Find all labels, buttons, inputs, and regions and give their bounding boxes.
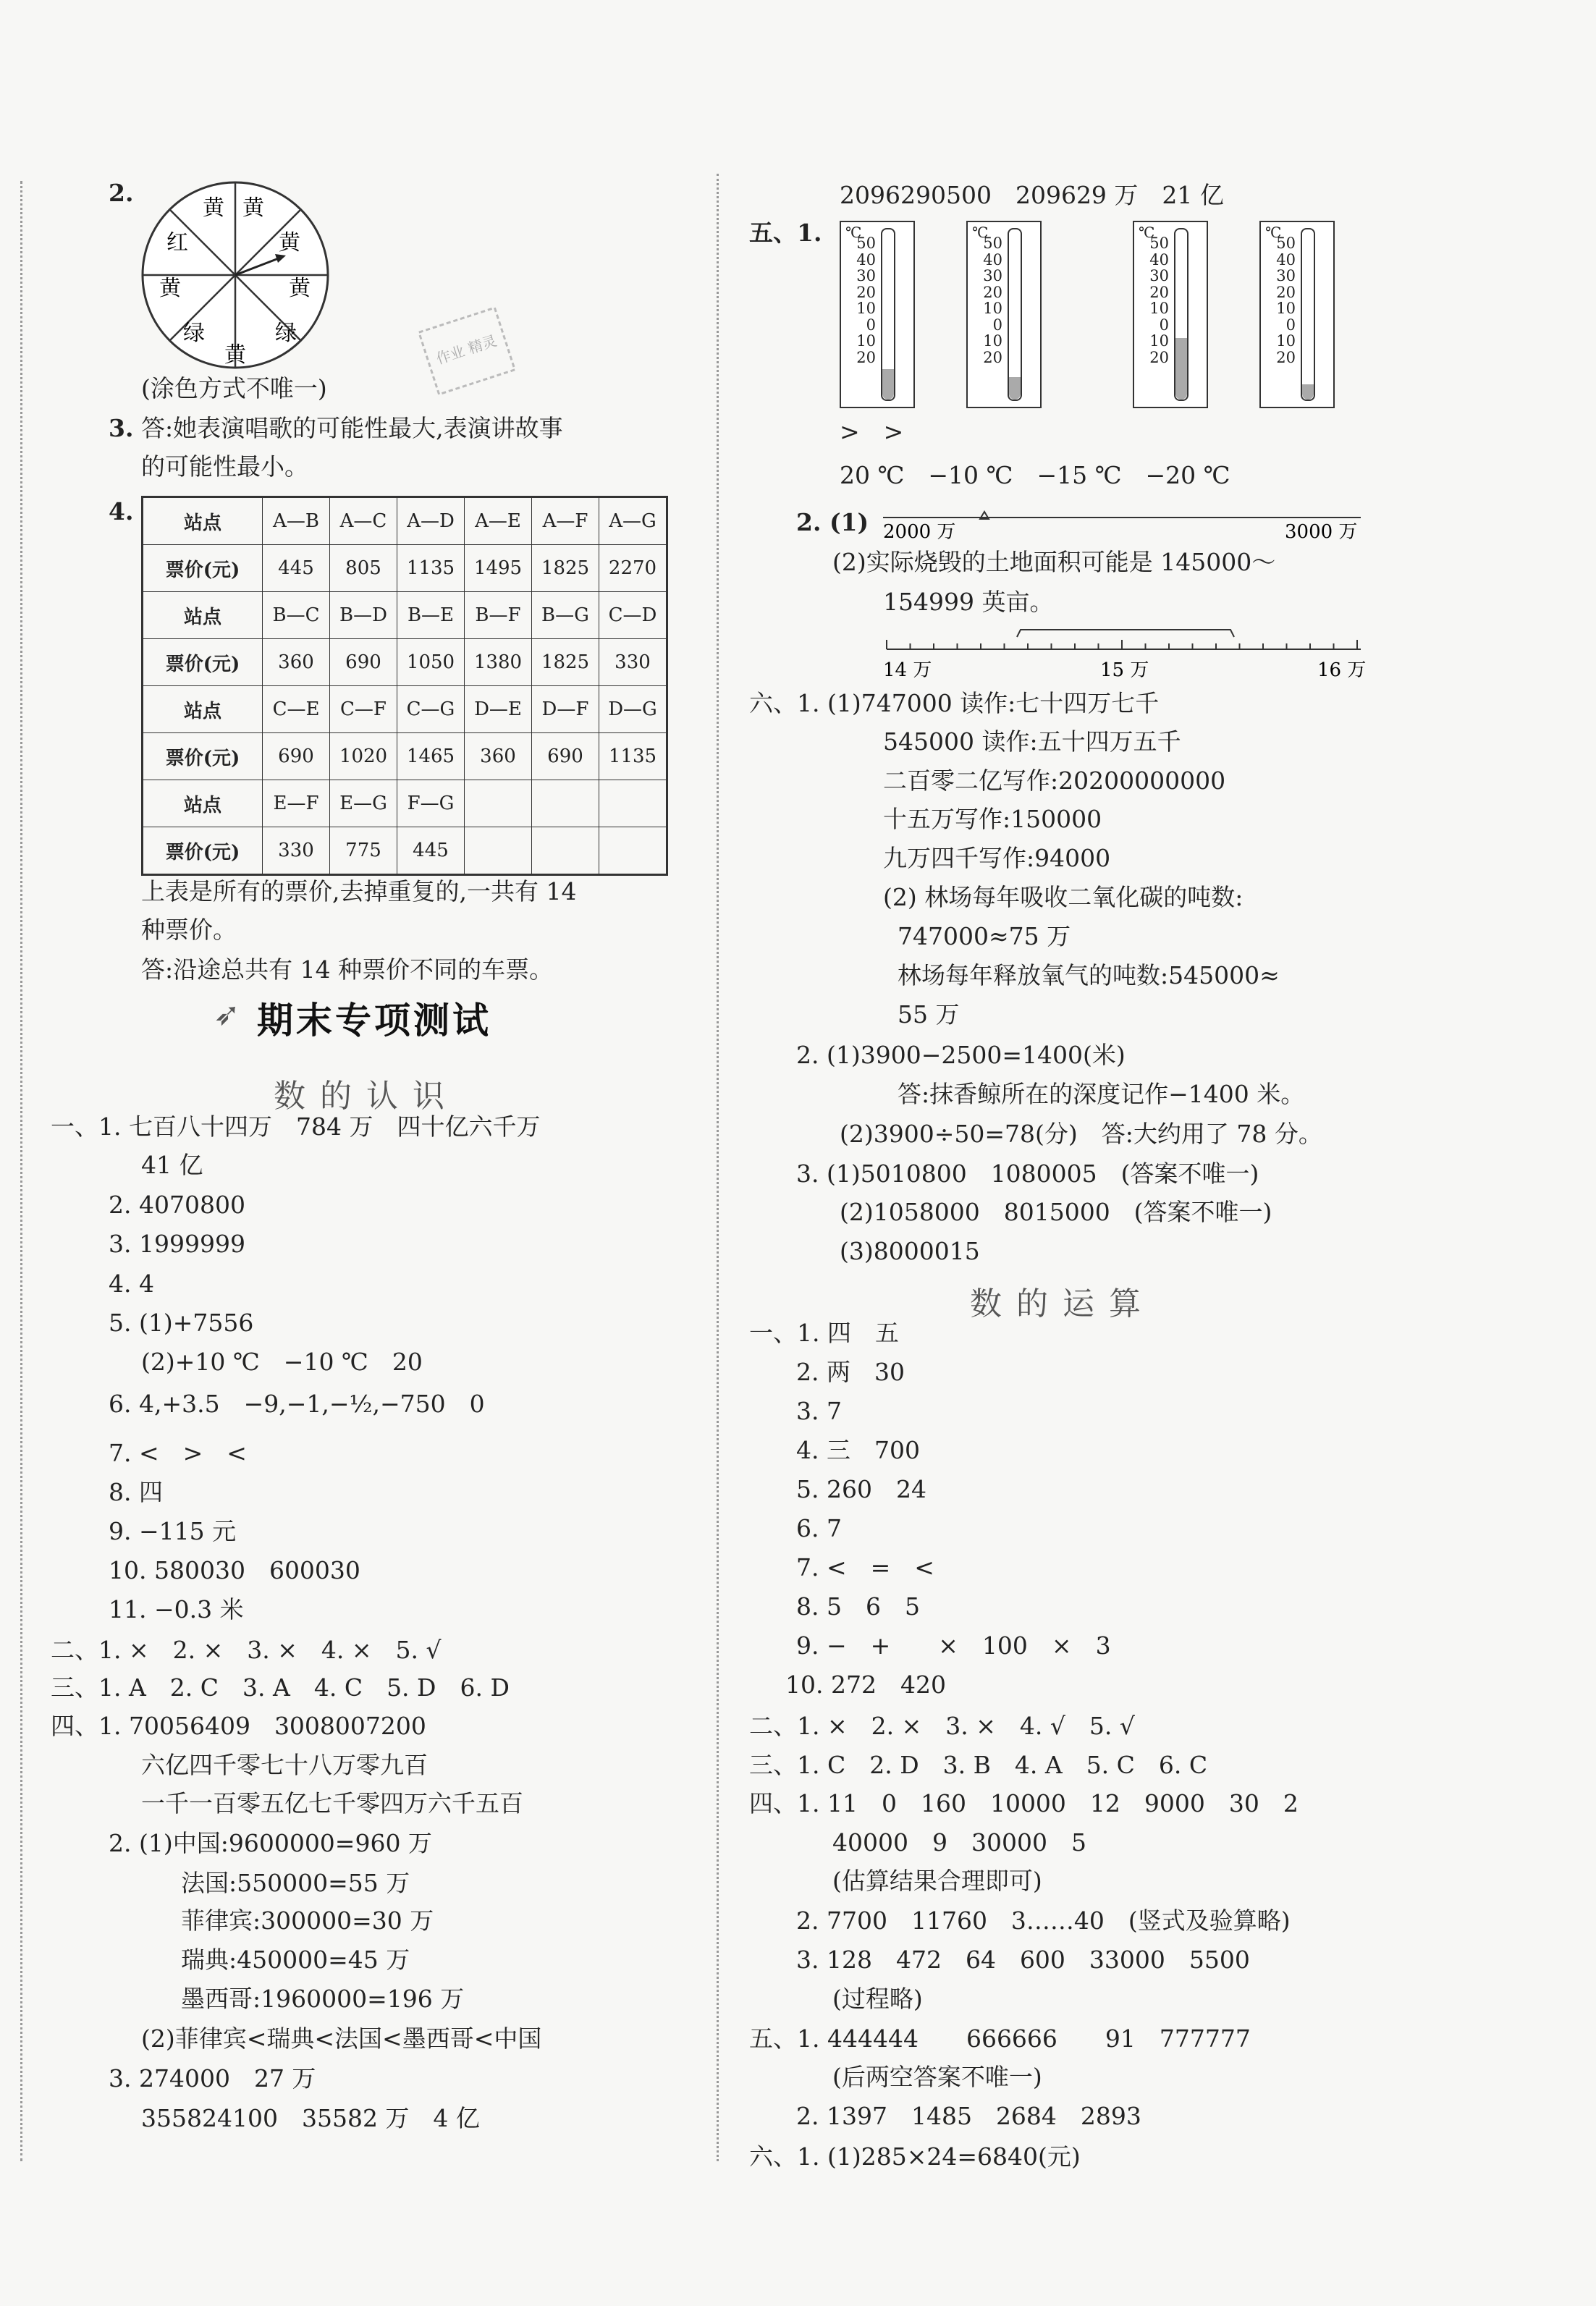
q4-answer: 答:沿途总共有 14 种票价不同的车票。 — [141, 955, 554, 984]
scale-tick: 0 — [866, 316, 876, 334]
q5-label: 五、1. — [749, 219, 822, 247]
answer-line: 四、1. 70056409 3008007200 — [51, 1712, 426, 1740]
scale-tick: 30 — [1149, 267, 1169, 284]
answer-line: 林场每年释放氧气的吨数:545000≈ — [898, 961, 1280, 989]
answer-line: 一千一百零五亿七千零四万六千五百 — [141, 1789, 523, 1817]
line1-left-label: 2000 万 — [883, 521, 956, 543]
mercury-fill — [882, 369, 894, 400]
answer-line: 2. 4070800 — [109, 1191, 245, 1219]
thermometer-tube — [1301, 228, 1315, 401]
answer-line: 瑞典:450000=45 万 — [181, 1946, 410, 1974]
answer-line: 7. < = < — [796, 1553, 934, 1581]
celsius-unit: ℃ — [1265, 224, 1282, 241]
answer-line: 九万四千写作:94000 — [883, 844, 1111, 872]
sector-label: 绿 — [183, 321, 205, 346]
celsius-unit: ℃ — [1139, 224, 1155, 241]
sector-label: 黄 — [242, 195, 264, 221]
column-divider — [717, 174, 719, 2161]
station-cell: E—G — [330, 780, 397, 827]
price-cell: 1380 — [465, 639, 532, 686]
section-title-number-recognition: 数的认识 — [274, 1078, 459, 1115]
answer-line: 四、1. 11 0 160 10000 12 9000 30 2 — [749, 1789, 1299, 1817]
answer-line: 2. (1)中国:9600000=960 万 — [109, 1829, 432, 1857]
station-cell: D—G — [599, 686, 667, 733]
scale-tick: 40 — [1149, 250, 1169, 269]
price-cell: 690 — [330, 639, 397, 686]
price-cell: 360 — [465, 733, 532, 780]
scale-tick: 30 — [1276, 267, 1296, 284]
answer-line: 五、1. 444444 666666 91 777777 — [749, 2024, 1251, 2053]
answer-line: 二、1. × 2. × 3. × 4. √ 5. √ — [749, 1712, 1135, 1740]
answer-line: 二、1. × 2. × 3. × 4. × 5. √ — [51, 1636, 442, 1664]
answer-line: 3. 274000 27 万 — [109, 2064, 316, 2092]
price-cell: 1050 — [397, 639, 465, 686]
thermometer-scale — [1137, 235, 1169, 366]
answer-line: 355824100 35582 万 4 亿 — [141, 2104, 480, 2132]
scale-tick: 10 — [1276, 300, 1296, 317]
sector-label: 黄 — [279, 230, 300, 255]
price-cell: 330 — [599, 639, 667, 686]
scale-tick: 10 — [1149, 332, 1169, 350]
table-header-price: 票价(元) — [143, 639, 263, 686]
answer-line: 2. 7700 11760 3……40 (竖式及验算略) — [796, 1906, 1291, 1935]
answer-line: 6. 7 — [796, 1514, 842, 1542]
price-cell — [465, 827, 532, 875]
scale-tick: 0 — [1285, 316, 1296, 334]
scale-tick: 30 — [856, 267, 876, 284]
table-header-price: 票价(元) — [143, 733, 263, 780]
rocket-icon: ➶ — [214, 996, 240, 1033]
scale-tick: 10 — [856, 300, 876, 317]
station-cell: A—B — [263, 497, 330, 545]
price-cell: 360 — [263, 639, 330, 686]
q2-a-label: 2. (1) — [796, 508, 869, 536]
celsius-unit: ℃ — [845, 224, 862, 241]
thermometer-scale — [844, 235, 876, 366]
scale-tick: 20 — [1149, 348, 1169, 366]
answer-line: 十五万写作:150000 — [883, 805, 1102, 833]
number-line-1 — [883, 503, 1375, 546]
price-cell: 445 — [397, 827, 465, 875]
price-cell: 1465 — [397, 733, 465, 780]
table-header-station: 站点 — [143, 592, 263, 639]
q3-line1: 答:她表演唱歌的可能性最大,表演讲故事 — [141, 414, 563, 442]
scale-tick: 30 — [983, 267, 1002, 284]
station-cell: A—F — [532, 497, 599, 545]
scale-tick: 20 — [1276, 348, 1296, 366]
q2-note: (涂色方式不唯一) — [141, 374, 327, 402]
scale-tick: 20 — [856, 348, 876, 366]
station-cell: A—D — [397, 497, 465, 545]
answer-line: (2) 林场每年吸收二氧化碳的吨数: — [883, 883, 1244, 911]
spinner-wheel — [138, 177, 333, 373]
thermometer-tube — [1008, 228, 1022, 401]
scale-tick: 10 — [1149, 300, 1169, 317]
answer-line: 8. 四 — [109, 1478, 163, 1506]
answer-line: 墨西哥:1960000=196 万 — [181, 1985, 465, 2013]
answer-line: 545000 读作:五十四万五千 — [883, 727, 1181, 756]
fare-table — [141, 496, 668, 876]
station-cell: D—E — [465, 686, 532, 733]
answer-line: (2)菲律宾<瑞典<法国<墨西哥<中国 — [141, 2024, 542, 2053]
answer-line: (估算结果合理即可) — [832, 1867, 1042, 1895]
answer-line: 8. 5 6 5 — [796, 1592, 920, 1621]
number-line-2 — [883, 624, 1375, 682]
answer-line: 三、1. C 2. D 3. B 4. A 5. C 6. C — [749, 1751, 1208, 1779]
answer-line: 一、1. 四 五 — [749, 1319, 899, 1347]
line2-label: 14 万 — [883, 659, 932, 681]
answer-line: (2)+10 ℃ −10 ℃ 20 — [141, 1348, 423, 1376]
price-cell: 1825 — [532, 545, 599, 592]
price-cell: 690 — [263, 733, 330, 780]
sector-label: 红 — [166, 230, 188, 255]
line2-label: 16 万 — [1317, 659, 1367, 681]
q3-label: 3. — [109, 414, 134, 442]
answer-line: 2. 1397 1485 2684 2893 — [796, 2102, 1141, 2130]
scale-tick: 50 — [1276, 235, 1296, 252]
table-header-station: 站点 — [143, 686, 263, 733]
price-cell: 1135 — [397, 545, 465, 592]
q2-b-2: 154999 英亩。 — [883, 588, 1054, 616]
price-cell: 805 — [330, 545, 397, 592]
thermometer — [1133, 221, 1208, 408]
station-cell: C—E — [263, 686, 330, 733]
answer-line: 747000≈75 万 — [898, 922, 1071, 950]
answer-line: 法国:550000=55 万 — [181, 1869, 410, 1897]
mercury-fill — [1009, 377, 1021, 400]
thermometer — [840, 221, 915, 408]
sector-label: 黄 — [289, 276, 311, 301]
q2-label: 2. — [109, 179, 134, 207]
answer-line: 六亿四千零七十八万零九百 — [141, 1751, 428, 1779]
table-header-station: 站点 — [143, 780, 263, 827]
station-cell: B—D — [330, 592, 397, 639]
scale-tick: 40 — [983, 250, 1002, 269]
table-header-station: 站点 — [143, 497, 263, 545]
sector-label: 绿 — [275, 321, 297, 346]
thermometer-tube — [1174, 228, 1188, 401]
answer-line: (过程略) — [832, 1985, 923, 2013]
mercury-fill — [1302, 384, 1314, 400]
answer-line: (2)3900÷50=78(分) 答:大约用了 78 分。 — [840, 1120, 1322, 1148]
answer-line: 11. −0.3 米 — [109, 1595, 244, 1623]
table-header-price: 票价(元) — [143, 827, 263, 875]
scale-tick: 40 — [1276, 250, 1296, 269]
answer-line: 3. 1999999 — [109, 1230, 245, 1258]
stamp-text: 作业 精灵 — [434, 331, 499, 368]
price-cell: 2270 — [599, 545, 667, 592]
station-cell: B—G — [532, 592, 599, 639]
station-cell: D—F — [532, 686, 599, 733]
mercury-fill — [1175, 338, 1187, 400]
answer-line: 答:抹香鲸所在的深度记作−1400 米。 — [898, 1080, 1305, 1108]
scale-tick: 50 — [983, 235, 1002, 252]
price-cell: 1825 — [532, 639, 599, 686]
answer-line: 一、1. 七百八十四万 784 万 四十亿六千万 — [51, 1112, 541, 1141]
station-cell: C—F — [330, 686, 397, 733]
station-cell — [465, 780, 532, 827]
station-cell — [599, 780, 667, 827]
price-cell: 690 — [532, 733, 599, 780]
answer-line: 3. (1)5010800 1080005 (答案不唯一) — [796, 1160, 1259, 1188]
banner-title: 期末专项测试 — [257, 1000, 491, 1042]
price-cell: 1020 — [330, 733, 397, 780]
answer-line: 菲律宾:300000=30 万 — [181, 1906, 434, 1935]
answer-line: 2. (1)3900−2500=1400(米) — [796, 1041, 1126, 1069]
line1-right-label: 3000 万 — [1285, 521, 1358, 543]
answer-line: 六、1. (1)285×24=6840(元) — [749, 2142, 1081, 2171]
answer-line: 9. −115 元 — [109, 1517, 237, 1545]
scale-tick: 40 — [856, 250, 876, 269]
answer-line: 4. 三 700 — [796, 1436, 920, 1464]
left-margin-line — [20, 181, 22, 2161]
answer-line: 5. 260 24 — [796, 1475, 926, 1503]
price-cell: 1135 — [599, 733, 667, 780]
answer-line: 3. 7 — [796, 1397, 842, 1425]
station-cell: A—C — [330, 497, 397, 545]
answer-line: 4. 4 — [109, 1270, 154, 1298]
answer-line: (2)1058000 8015000 (答案不唯一) — [840, 1198, 1272, 1226]
station-cell: A—G — [599, 497, 667, 545]
answer-line: (后两空答案不唯一) — [832, 2063, 1042, 2091]
answer-line: 三、1. A 2. C 3. A 4. C 5. D 6. D — [51, 1673, 510, 1702]
station-cell: B—F — [465, 592, 532, 639]
scale-tick: 20 — [856, 283, 876, 301]
scale-tick: 50 — [856, 235, 876, 252]
answer-line: 2. 两 30 — [796, 1358, 905, 1386]
station-cell: B—C — [263, 592, 330, 639]
scale-tick: 50 — [1149, 235, 1169, 252]
answer-line: 3. 128 472 64 600 33000 5500 — [796, 1946, 1250, 1974]
answer-line: 二百零二亿写作:20200000000 — [883, 766, 1226, 795]
thermometer — [1259, 221, 1335, 408]
section-title-number-operations: 数的运算 — [970, 1285, 1155, 1322]
q4-label: 4. — [109, 497, 134, 525]
q3-line2: 的可能性最小。 — [141, 452, 308, 481]
table-header-price: 票价(元) — [143, 545, 263, 592]
line2-label: 15 万 — [1100, 659, 1149, 681]
price-cell: 445 — [263, 545, 330, 592]
answer-line: 40000 9 30000 5 — [832, 1828, 1086, 1857]
answer-line: (3)8000015 — [840, 1237, 980, 1265]
q2-b-1: (2)实际烧毁的土地面积可能是 145000～ — [832, 548, 1276, 576]
station-cell: C—D — [599, 592, 667, 639]
scale-tick: 10 — [983, 332, 1002, 350]
answer-line: 5. (1)+7556 — [109, 1309, 254, 1337]
answer-line: 六、1. (1)747000 读作:七十四万七千 — [749, 689, 1160, 717]
price-cell — [599, 827, 667, 875]
thermometer-scale — [1264, 235, 1296, 366]
scale-tick: 10 — [1276, 332, 1296, 350]
thermometer — [966, 221, 1042, 408]
station-cell: A—E — [465, 497, 532, 545]
q4-line2: 种票价。 — [141, 916, 237, 944]
sector-label: 黄 — [224, 342, 246, 368]
station-cell: E—F — [263, 780, 330, 827]
temperatures: 20 ℃ −10 ℃ −15 ℃ −20 ℃ — [840, 461, 1230, 489]
answer-line: 10. 272 420 — [785, 1671, 946, 1699]
scale-tick: 20 — [983, 348, 1002, 366]
scale-tick: 10 — [856, 332, 876, 350]
price-cell: 1495 — [465, 545, 532, 592]
scale-tick: 0 — [1159, 316, 1169, 334]
answer-line: 41 亿 — [141, 1151, 203, 1179]
stamp-logo — [413, 304, 521, 398]
station-cell: C—G — [397, 686, 465, 733]
station-cell: B—E — [397, 592, 465, 639]
q4-line1: 上表是所有的票价,去掉重复的,一共有 14 — [141, 877, 577, 905]
scale-tick: 20 — [983, 283, 1002, 301]
scale-tick: 10 — [983, 300, 1002, 317]
station-cell: F—G — [397, 780, 465, 827]
price-cell: 775 — [330, 827, 397, 875]
scale-tick: 20 — [1276, 283, 1296, 301]
thermometer-tube — [881, 228, 895, 401]
answer-line: 10. 580030 600030 — [109, 1556, 360, 1584]
sector-label: 黄 — [159, 276, 181, 301]
top-line: 2096290500 209629 万 21 亿 — [840, 181, 1224, 209]
station-cell — [532, 780, 599, 827]
sector-label: 黄 — [203, 195, 224, 221]
price-cell — [532, 827, 599, 875]
answer-line: 7. < > < — [109, 1439, 247, 1467]
price-cell: 330 — [263, 827, 330, 875]
answer-line: 9. − + × 100 × 3 — [796, 1631, 1111, 1660]
compare-signs: > > — [840, 418, 904, 446]
answer-line: 6. 4,+3.5 −9,−1,−½,−750 0 — [109, 1390, 485, 1418]
thermometer-scale — [971, 235, 1002, 366]
scale-tick: 20 — [1149, 283, 1169, 301]
celsius-unit: ℃ — [972, 224, 989, 241]
scale-tick: 0 — [992, 316, 1002, 334]
answer-line: 55 万 — [898, 1000, 960, 1029]
